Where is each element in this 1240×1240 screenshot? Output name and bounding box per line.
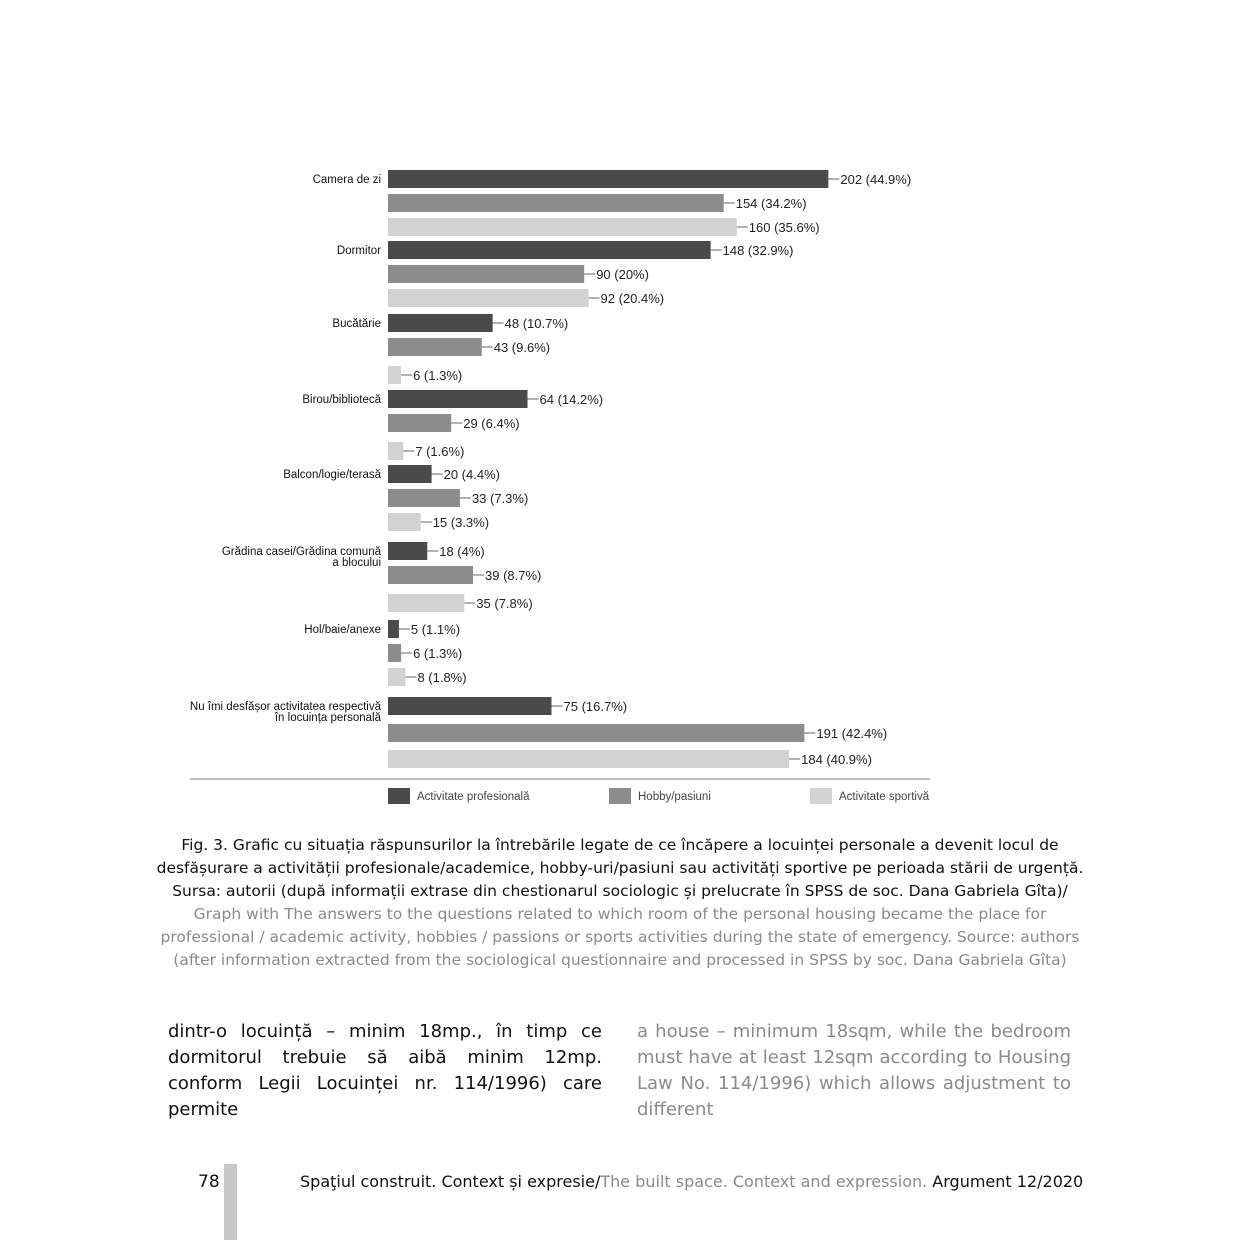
category-label: Dormitor	[336, 245, 381, 257]
body-text-romanian: dintr-o locuință – minim 18mp., în timp ce dormitorul trebuie să aibă minim 12mp. conform Legii Locuinței nr. 114/1996) care permite	[168, 1021, 602, 1120]
bar	[388, 314, 493, 332]
footer-title-ro: Spaţiul construit. Context și expresie/	[300, 1172, 601, 1191]
data-label: 18 (4%)	[439, 544, 485, 559]
category-label: Birou/bibliotecă	[302, 394, 381, 406]
data-label: 90 (20%)	[596, 267, 649, 282]
running-footer	[300, 1172, 1083, 1191]
bar	[388, 414, 451, 432]
data-label: 7 (1.6%)	[415, 444, 465, 459]
legend-label: Activitate profesională	[417, 791, 530, 803]
data-label: 191 (42.4%)	[816, 726, 888, 741]
bar	[388, 265, 584, 283]
legend-swatch	[609, 788, 631, 804]
data-label: 8 (1.8%)	[417, 670, 467, 685]
bar	[388, 194, 724, 212]
legend-swatch	[388, 788, 410, 804]
category-label: Camera de zi	[312, 174, 381, 186]
data-label: 29 (6.4%)	[463, 416, 520, 431]
data-label: 5 (1.1%)	[410, 622, 461, 637]
bar	[388, 390, 528, 408]
bar	[388, 566, 473, 584]
bar	[388, 218, 737, 236]
legend-swatch	[810, 788, 832, 804]
data-label: 20 (4.4%)	[443, 467, 500, 482]
data-label: 154 (34.2%)	[735, 196, 807, 211]
body-text-english: a house – minimum 18sqm, while the bedroom must have at least 12sqm according to Housing Law No. 114/1996) which allows adjustment to different	[637, 1021, 1071, 1120]
bar	[388, 620, 399, 638]
bar	[388, 724, 804, 742]
bar	[388, 170, 828, 188]
data-label: 35 (7.8%)	[476, 596, 533, 611]
data-label: 148 (32.9%)	[722, 243, 794, 258]
bar	[388, 241, 711, 259]
footer-title-en: The built space. Context and expression.	[600, 1172, 928, 1191]
bar	[388, 289, 589, 307]
category-label: Nu îmi desfășor activitatea respectivă	[189, 701, 381, 713]
category-label: Grădina casei/Grădina comună	[221, 546, 381, 558]
category-label: Balcon/logie/terasă	[283, 469, 381, 481]
legend-label: Activitate sportivă	[839, 791, 930, 803]
bar	[388, 750, 789, 768]
bar	[388, 442, 403, 460]
category-label: Hol/baie/anexe	[304, 624, 381, 636]
footer-journal: Argument 12/2020	[927, 1172, 1084, 1191]
bar	[388, 697, 552, 715]
data-label: 6 (1.3%)	[413, 646, 463, 661]
data-label: 160 (35.6%)	[748, 220, 820, 235]
data-label: 202 (44.9%)	[840, 172, 912, 187]
legend-label: Hobby/pasiuni	[638, 791, 711, 803]
data-label: 64 (14.2%)	[539, 392, 604, 407]
data-label: 184 (40.9%)	[801, 752, 872, 767]
bar	[388, 542, 427, 560]
data-label: 15 (3.3%)	[432, 515, 490, 530]
caption-romanian: Fig. 3. Grafic cu situația răspunsurilor la întrebările legate de ce încăpere a locuinței personale a devenit locul de desfășurare a activității profesionale/academice, hobby-uri/pasiuni sau activități sportive pe perioada stării de urgență. Sursa: autorii (după informații extrase din chestionarul sociologic și prelucrate în SPSS de soc. Dana Gabriela Gîta)/	[156, 836, 1084, 900]
bar	[388, 644, 401, 662]
data-label: 6 (1.3%)	[413, 368, 463, 383]
bar	[388, 594, 464, 612]
data-label: 92 (20.4%)	[600, 291, 665, 306]
page-number: 78	[198, 1172, 220, 1192]
footer-bar	[224, 1164, 237, 1240]
data-label: 43 (9.6%)	[493, 340, 551, 355]
figure-caption	[150, 834, 1090, 972]
data-label: 48 (10.7%)	[504, 316, 569, 331]
caption-english: Graph with The answers to the questions related to which room of the personal housing became the place for professional / academic activity, hobbies / passions or sports activities during the state of emergency. Source: authors (after information extracted from the sociological questionnaire and processed in SPSS by soc. Dana Gabriela Gîta)	[160, 905, 1080, 969]
bar	[388, 366, 401, 384]
bar	[388, 668, 405, 686]
data-label: 75 (16.7%)	[563, 699, 628, 714]
bar	[388, 513, 421, 531]
category-label: în locuința personală	[274, 712, 381, 724]
bar	[388, 489, 460, 507]
bar	[388, 465, 432, 483]
data-label: 33 (7.3%)	[471, 491, 529, 506]
bar	[388, 338, 482, 356]
data-label: 39 (8.7%)	[485, 568, 542, 583]
category-label: Bucătărie	[332, 318, 381, 330]
category-label: a blocului	[332, 557, 381, 569]
